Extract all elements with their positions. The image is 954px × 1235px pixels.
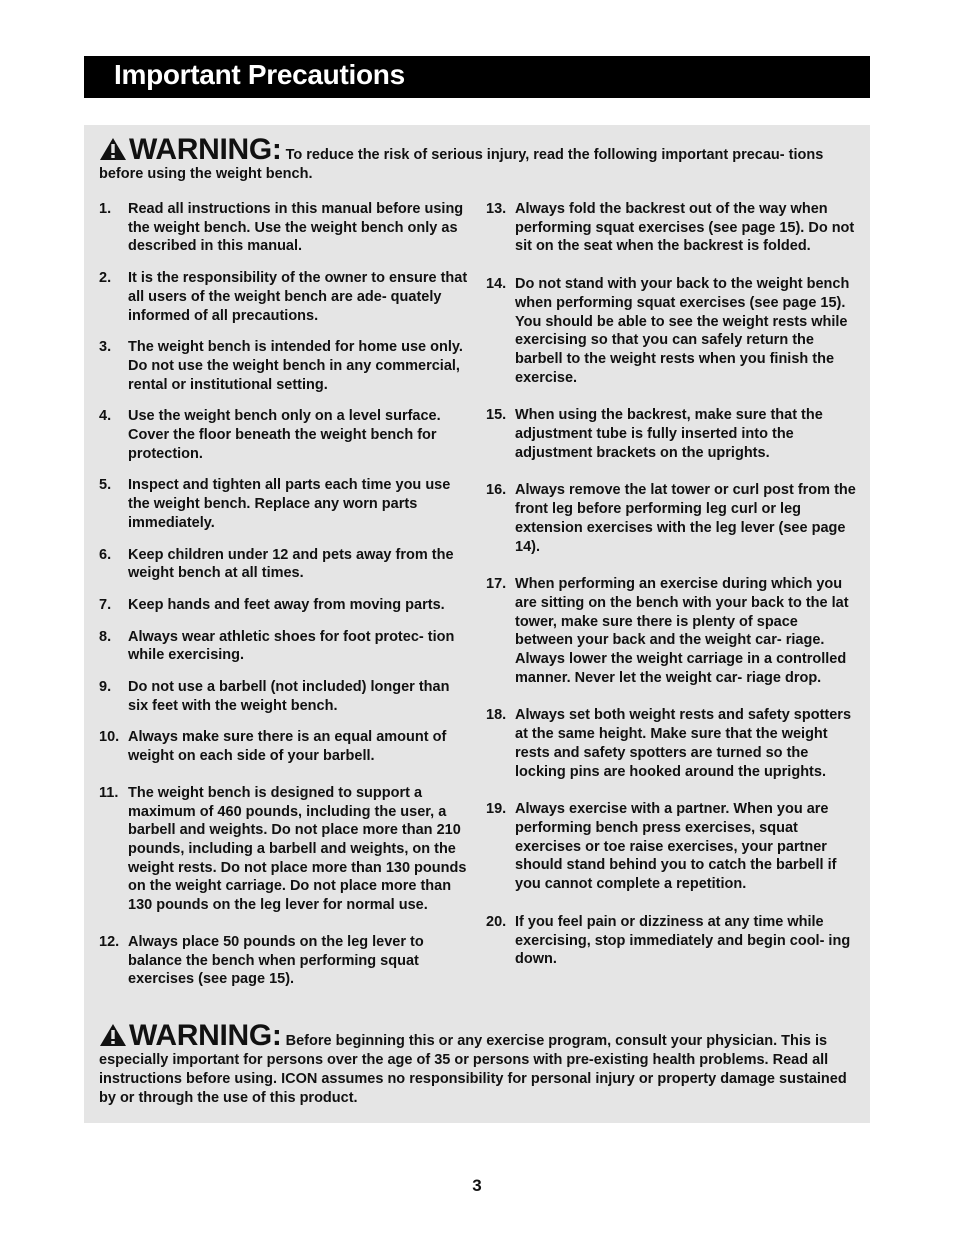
item-text: The weight bench is intended for home use only. Do not use the weight bench in any commercial, rental or institutional setting. xyxy=(128,339,463,393)
warning-bottom-text: Before beginning this or any exercise program, consult your physician. This is especially important for persons over the age of 35 or persons with pre-existing health problems. Read all instructions before using. ICON assumes no responsibility for personal injury or property damage sustained by or through the use of this product. xyxy=(99,1033,847,1106)
item-number: 1. xyxy=(99,201,112,217)
item-text: If you feel pain or dizziness at any time while exercising, stop immediately and begin cool- ing down. xyxy=(515,913,851,968)
item-text: When using the backrest, make sure that the adjustment tube is fully inserted into the adjustment brackets on the uprights. xyxy=(515,407,823,461)
item-text: Always exercise with a partner. When you are performing bench press exercises, squat exercises or toe raise exercises, your partner should stand behind you to catch the barbell if you cannot complete a repetition. xyxy=(515,801,837,893)
item-text: Read all instructions in this manual before using the weight bench. Use the weight bench only as described in this manual. xyxy=(128,201,464,255)
item-text: Keep children under 12 and pets away from the weight bench at all times. xyxy=(128,546,454,582)
item-number: 16. xyxy=(486,482,507,499)
list-item xyxy=(99,269,471,325)
list-item xyxy=(99,407,471,463)
item-number: 12. xyxy=(99,933,120,950)
list-item xyxy=(99,546,471,583)
item-text: Do not use a barbell (not included) longer than six feet with the weight bench. xyxy=(128,679,450,714)
item-number: 6. xyxy=(99,546,112,563)
list-item xyxy=(99,628,471,665)
list-item xyxy=(99,678,471,715)
item-number: 19. xyxy=(486,801,507,818)
item-number: 2. xyxy=(99,270,112,287)
item-text: Do not stand with your back to the weight bench when performing squat exercises (see page 15). You should be able to see the weight rests while exercising so that you can safely return the barbell to the weight rests when you finish the exercise. xyxy=(515,276,850,386)
item-text: Always make sure there is an equal amount of weight on each side of your barbell. xyxy=(128,729,447,765)
item-number: 3. xyxy=(99,339,112,356)
precautions-panel xyxy=(84,125,870,1123)
list-item xyxy=(99,596,471,615)
list-item xyxy=(486,913,858,969)
item-number: 5. xyxy=(99,477,112,494)
item-number: 20. xyxy=(486,913,507,930)
warning-bottom-label: WARNING: xyxy=(129,1019,282,1052)
item-number: 9. xyxy=(99,679,112,696)
list-item xyxy=(99,200,471,256)
list-item xyxy=(486,275,858,387)
list-item xyxy=(486,706,858,781)
list-item xyxy=(486,481,858,556)
item-number: 13. xyxy=(486,201,507,217)
page-title: Important Precautions xyxy=(114,59,405,90)
list-item xyxy=(486,200,858,256)
item-text: Always fold the backrest out of the way when performing squat exercises (see page 15). Do not sit on the seat when the backrest is folded. xyxy=(515,201,855,255)
warning-top-label: WARNING: xyxy=(129,133,282,166)
item-number: 4. xyxy=(99,408,112,425)
item-text: Keep hands and feet away from moving parts. xyxy=(128,596,445,613)
page-number: 3 xyxy=(472,1176,482,1195)
warning-top-text: To reduce the risk of serious injury, read the following important precau- tions before using the weight bench. xyxy=(99,147,824,182)
item-number: 7. xyxy=(99,596,112,613)
item-text: Inspect and tighten all parts each time you use the weight bench. Replace any worn parts immediately. xyxy=(128,477,451,531)
warning-top xyxy=(99,133,856,184)
warning-triangle-icon xyxy=(99,1023,127,1047)
list-item xyxy=(99,338,471,394)
title-bar xyxy=(84,56,870,98)
item-text: The weight bench is designed to support a maximum of 460 pounds, including the user, a barbell and weights. Do not place more than 210 pounds, including a barbell and weights, on the weight rests. Do not place more than 130 pounds on the weight carriage. Do not place more than 130 pounds on the leg lever for normal use. xyxy=(128,784,467,914)
list-item xyxy=(99,476,471,532)
warning-bottom xyxy=(99,1019,856,1108)
list-item xyxy=(99,933,471,989)
precautions-left-column xyxy=(99,200,471,989)
item-text: Always remove the lat tower or curl post from the front leg before performing leg curl or leg extension exercises with the leg lever (see page 14). xyxy=(515,482,856,555)
list-item xyxy=(99,728,471,765)
item-text: It is the responsibility of the owner to ensure that all users of the weight bench are ade- quately informed of all precautions. xyxy=(128,270,468,324)
list-item xyxy=(486,575,858,687)
list-item xyxy=(486,800,858,894)
precautions-right-column xyxy=(486,200,858,969)
item-number: 11. xyxy=(99,784,119,801)
item-number: 18. xyxy=(486,707,507,724)
item-text: Always place 50 pounds on the leg lever to balance the bench when performing squat exercises (see page 15). xyxy=(128,933,424,988)
item-text: Always wear athletic shoes for foot protec- tion while exercising. xyxy=(128,628,455,664)
item-text: Use the weight bench only on a level surface. Cover the floor beneath the weight bench for protection. xyxy=(128,408,441,462)
list-item xyxy=(486,406,858,462)
item-number: 14. xyxy=(486,276,507,293)
list-item xyxy=(99,784,471,915)
item-number: 15. xyxy=(486,407,507,424)
item-number: 8. xyxy=(99,628,112,645)
item-number: 17. xyxy=(486,576,507,593)
item-text: When performing an exercise during which you are sitting on the bench with your back to the lat tower, make sure there is plenty of space between your back and the weight car- riage. Always lower the weight carriage in a controlled manner. Never let the weight car- riage drop. xyxy=(515,576,849,686)
item-number: 10. xyxy=(99,729,120,746)
warning-triangle-icon xyxy=(99,137,127,161)
item-text: Always set both weight rests and safety spotters at the same height. Make sure that the weight rests and safety spotters are turned so the locking pins are hooked around the uprights. xyxy=(515,707,852,780)
